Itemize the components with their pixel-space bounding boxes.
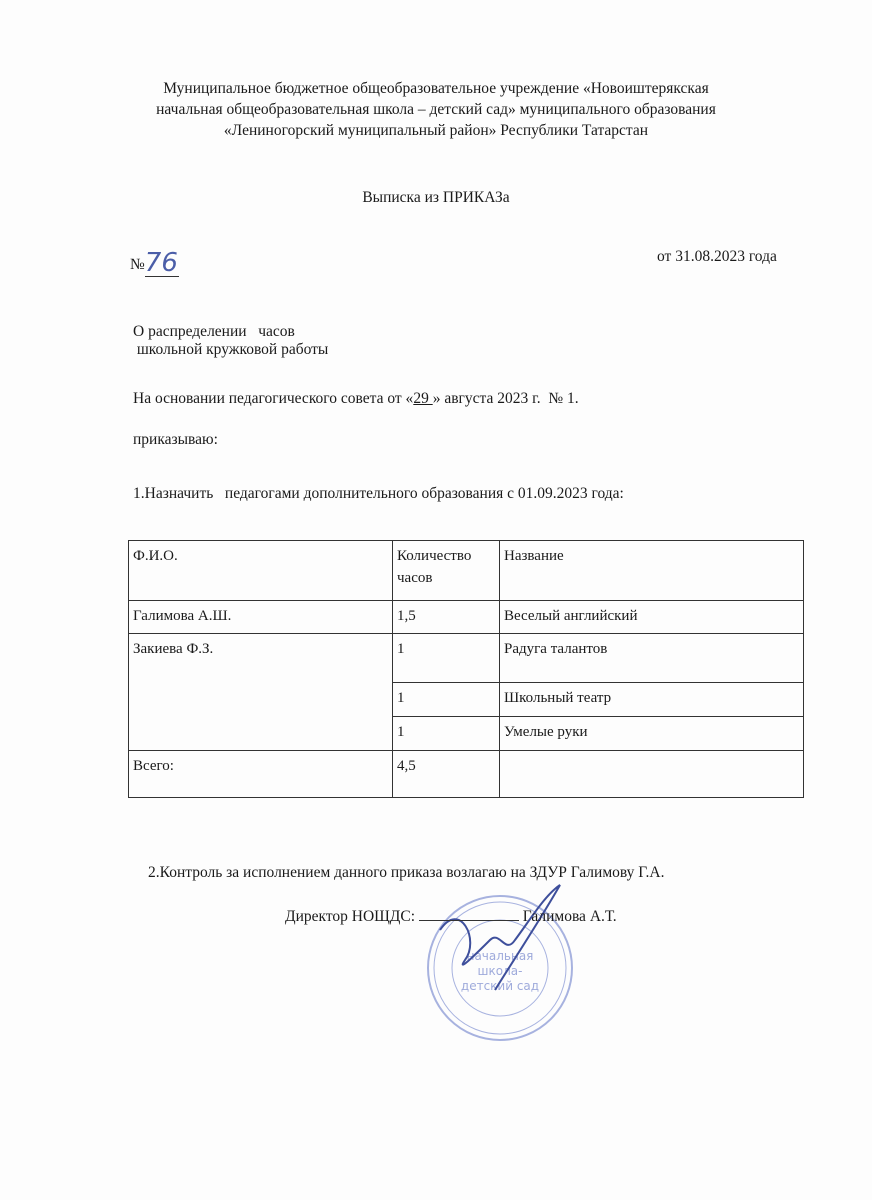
header-line: Муниципальное бюджетное общеобразовательное учреждение «Новоиштерякская <box>163 80 709 97</box>
header-cell: Ф.И.О. <box>129 541 393 601</box>
order-number <box>130 248 179 278</box>
table-row <box>129 601 804 634</box>
number-prefix: № <box>130 256 145 273</box>
subject-line: школьной кружковой работы <box>133 341 329 358</box>
cell-hours: 1,5 <box>393 601 500 634</box>
cell-name: Закиева Ф.З. <box>129 634 393 751</box>
basis <box>133 390 579 408</box>
institution-header <box>0 78 872 141</box>
basis-day: 29 <box>413 390 433 407</box>
signature-line <box>285 908 617 926</box>
header-cell: Название <box>500 541 804 601</box>
cell-title: Школьный театр <box>500 683 804 717</box>
subject-line: О распределении часов <box>133 323 295 340</box>
subject <box>133 323 328 359</box>
cell-hours: 1 <box>393 634 500 683</box>
table-header-row <box>129 541 804 601</box>
svg-text:начальная: начальная <box>466 949 534 963</box>
svg-text:школа-: школа- <box>477 964 523 978</box>
item-1: 1.Назначить педагогами дополнительного образования с 01.09.2023 года: <box>133 485 624 502</box>
cell-total-hours: 4,5 <box>393 751 500 798</box>
item-2: 2.Контроль за исполнением данного приказа возлагаю на ЗДУР Галимову Г.А. <box>148 864 665 881</box>
header-cell: Количество часов <box>393 541 500 601</box>
basis-suffix: » августа 2023 г. № 1. <box>432 390 579 407</box>
cell-empty <box>500 751 804 798</box>
table-total-row <box>129 751 804 798</box>
doc-title: Выписка из ПРИКАЗа <box>362 189 510 206</box>
header-line: начальная общеобразовательная школа – детский сад» муниципального образования <box>156 101 716 118</box>
handwritten-number: 76 <box>144 248 178 278</box>
svg-text:детский сад: детский сад <box>460 979 540 993</box>
cell-title: Радуга талантов <box>500 634 804 683</box>
signature-role: Директор НОЩДС: <box>285 908 416 925</box>
cell-hours: 1 <box>393 717 500 751</box>
cell-title: Умелые руки <box>500 717 804 751</box>
basis-prefix: На основании педагогического совета от « <box>133 390 414 407</box>
assignment-table <box>128 540 804 798</box>
cell-name: Галимова А.Ш. <box>129 601 393 634</box>
cell-title: Веселый английский <box>500 601 804 634</box>
signature-name: Галимова А.Т. <box>522 908 617 925</box>
table-row <box>129 634 804 683</box>
signature-underline <box>419 920 519 921</box>
cell-total-label: Всего: <box>129 751 393 798</box>
cell-hours: 1 <box>393 683 500 717</box>
header-line: «Лениногорский муниципальный район» Республики Татарстан <box>223 122 649 139</box>
stamp-and-signature <box>420 880 590 1060</box>
order-word: приказываю: <box>133 431 218 448</box>
order-date: от 31.08.2023 года <box>657 248 777 265</box>
